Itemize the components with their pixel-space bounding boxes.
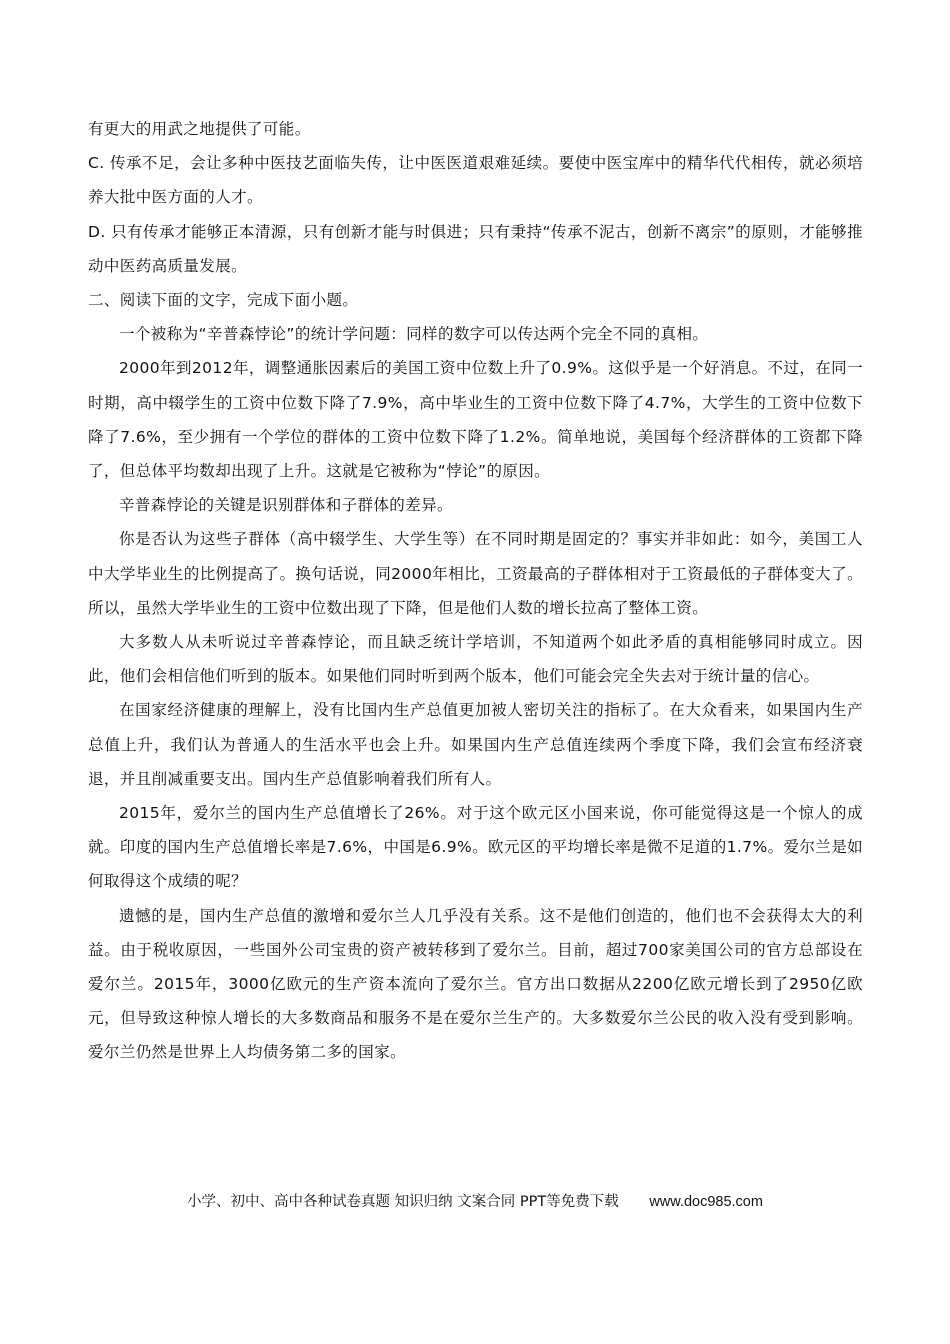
section-heading: 二、阅读下面的文字，完成下面小题。 xyxy=(88,291,359,310)
paragraph-5: 2000年到2012年，调整通胀因素后的美国工资中位数上升了0.9%。这似乎是一个好消息。不过，在同一时期，高中辍学生的工资中位数下降了7.9%，高中毕业生的工资中位数下降了4.7%，大学生的工资中位数下降了7.6%，至少拥有一个学位的群体的工资中位数下降了1.2%。简单地说，美国每个经济群体的工资都下降了，但总体平均数却出现了上升。这就是它被称为“悖论”的原因。 xyxy=(88,359,863,481)
document-body xyxy=(88,112,863,1070)
option-d: D. 只有传承才能够正本清源，只有创新才能与时俱进；只有秉持“传承不泥古，创新不离宗”的原则，才能够推动中医药高质量发展。 xyxy=(88,222,863,275)
paragraph-7: 你是否认为这些子群体（高中辍学生、大学生等）在不同时期是固定的？事实并非如此：如今，美国工人中大学毕业生的比例提高了。换句话说，同2000年相比，工资最高的子群体相对于工资最低的子群体变大了。所以，虽然大学毕业生的工资中位数出现了下降，但是他们人数的增长拉高了整体工资。 xyxy=(88,530,863,617)
footer-text: 小学、初中、高中各种试卷真题 知识归纳 文案合同 PPT等免费下载 xyxy=(187,1194,619,1210)
footer-url[interactable]: www.doc985.com xyxy=(649,1194,763,1210)
paragraph-0: 有更大的用武之地提供了可能。 xyxy=(88,120,311,138)
paragraph-9: 在国家经济健康的理解上，没有比国内生产总值更加被人密切关注的指标了。在大众看来，如果国内生产总值上升，我们认为普通人的生活水平也会上升。如果国内生产总值连续两个季度下降，我们会宣布经济衰退，并且削减重要支出。国内生产总值影响着我们所有人。 xyxy=(88,701,863,788)
paragraph-6: 辛普森悖论的关键是识别群体和子群体的差异。 xyxy=(119,496,453,515)
paragraph-10: 2015年，爱尔兰的国内生产总值增长了26%。对于这个欧元区小国来说，你可能觉得这是一个惊人的成就。印度的国内生产总值增长率是7.6%，中国是6.9%。欧元区的平均增长率是微不足道的1.7%。爱尔兰是如何取得这个成绩的呢？ xyxy=(88,804,863,891)
option-c: C. 传承不足，会让多种中医技艺面临失传，让中医医道艰难延续。要使中医宝库中的精华代代相传，就必须培养大批中医方面的人才。 xyxy=(88,154,863,207)
paragraph-8: 大多数人从未听说过辛普森悖论，而且缺乏统计学培训，不知道两个如此矛盾的真相能够同时成立。因此，他们会相信他们听到的版本。如果他们同时听到两个版本，他们可能会完全失去对于统计量的信心。 xyxy=(88,633,863,686)
paragraph-11: 遗憾的是，国内生产总值的激增和爱尔兰人几乎没有关系。这不是他们创造的，他们也不会获得太大的利益。由于税收原因，一些国外公司宝贵的资产被转移到了爱尔兰。目前，超过700家美国公司的官方总部设在爱尔兰。2015年，3000亿欧元的生产资本流向了爱尔兰。官方出口数据从2200亿欧元增长到了2950亿欧元，但导致这种惊人增长的大多数商品和服务不是在爱尔兰生产的。大多数爱尔兰公民的收入没有受到影响。爱尔兰仍然是世界上人均债务第二多的国家。 xyxy=(88,906,863,1062)
page-footer xyxy=(0,1190,950,1211)
paragraph-4: 一个被称为“辛普森悖论”的统计学问题：同样的数字可以传达两个完全不同的真相。 xyxy=(119,325,709,344)
